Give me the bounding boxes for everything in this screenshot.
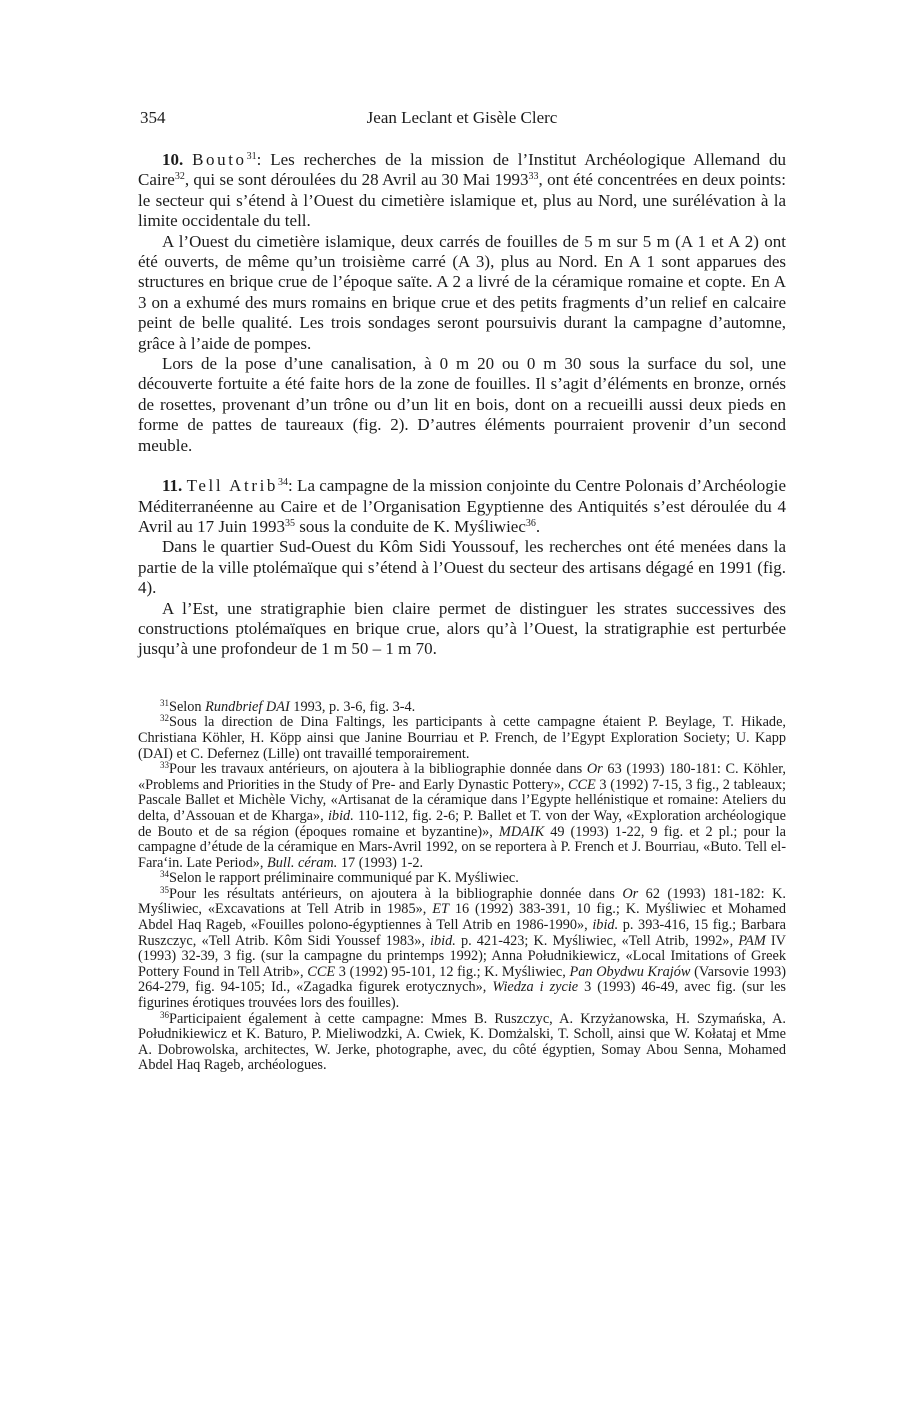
footnote-text-run: CCE xyxy=(307,963,336,980)
footnote-ref: 35 xyxy=(285,517,296,529)
footnote xyxy=(138,884,787,1012)
paragraph: Dans le quartier Sud-Ouest du Kôm Sidi Youssouf, les recherches ont été menées dans la partie de la ville ptolémaïque qui s’étend à l’Ouest du secteur des artisans dégagé en 1991 (fig. 4). xyxy=(138,537,786,598)
page-number: 354 xyxy=(140,108,166,127)
footnote-text-run: 62 (1993) 181-182: K. Myśliwiec, «Excavations at Tell Atrib in 1985», xyxy=(138,885,786,918)
text-run: : Les recherches de la mission de l’Institut Archéologique Allemand du Caire xyxy=(138,150,786,190)
footnote-text-run: Selon xyxy=(169,698,206,715)
footnote-text-run: p. 393-416, 15 fig.; Barbara Ruszczyc, «Tell Atrib. Kôm Sidi Youssef 1983», xyxy=(138,917,786,949)
footnote-number: 31 xyxy=(160,697,169,708)
footnote-text-run: 49 (1993) 1-22, 9 fig. et 2 pl.; pour la campagne d’étude de la céramique en Mars-Avril 1992, on se reportera à P. French et J. Bourriau, «Buto. Tell el-Fara‘in. Late Period», xyxy=(138,823,787,871)
paragraph: Lors de la pose d’une canalisation, à 0 m 20 ou 0 m 30 sous la surface du sol, une découverte fortuite a été faite hors de la zone de fouilles. Il s’agit d’éléments en bronze, ornés de rosettes, provenant d’un trône ou d’un lit en bois, dont on a recueilli aussi deux pieds en forme de pattes de taureaux (fig. 2). D’autres éléments pourraient provenir d’un second meuble. xyxy=(138,354,786,455)
footnote-text-run: Bull. céram. xyxy=(267,854,338,871)
footnote-text-run: MDAIK xyxy=(498,823,545,840)
footnote-text-run: Sous la direction de Dina Faltings, les participants à cette campagne étaient P. Beylage, T. Hikade, Christiana Köhler, H. Köpp ainsi que Janine Bourriau et P. French, de l’Egypt Exploration Society; U. Kapp (DAI) et C. Defernez (Lille) ont travaillé temporairement. xyxy=(138,714,786,762)
site-name: Bouto xyxy=(192,150,247,169)
footnote-text-run: IV (1993) 32-39, 3 fig. (sur la campagne du printemps 1992); Anna Południkiewicz, «Local Imitations of Greek Pottery Found in Tell Atrib», xyxy=(138,932,786,980)
footnote-text-run: Pour les résultats antérieurs, on ajoutera à la bibliographie donnée dans xyxy=(169,885,623,902)
footnote-text-run: Pan Obydwu Krajów xyxy=(569,963,691,980)
running-head: Jean Leclant et Gisèle Clerc xyxy=(366,108,558,127)
footnote-number: 33 xyxy=(160,760,169,771)
footnote-text-run: Wiedza i zycie xyxy=(492,979,579,996)
footnote-text-run: 17 (1993) 1-2. xyxy=(337,854,424,871)
text-run: . xyxy=(535,516,541,536)
footnote-ref: 33 xyxy=(528,171,539,183)
footnote-ref: 36 xyxy=(525,517,536,529)
page-header xyxy=(138,108,786,134)
footnote-text-run: 3 (1992) 7-15, 3 fig., 2 tableaux; Pascale Ballet et Michèle Vichy, «Artisanat de la céramique dans l’Egypte hellénistique et romaine: Ateliers du delta, d’Assouan et de Kharga», xyxy=(138,776,786,824)
footnote-text-run: 1993, p. 3-6, fig. 3-4. xyxy=(289,698,416,715)
section-number: 11. xyxy=(162,476,183,496)
footnote-text-run: PAM xyxy=(738,932,766,949)
footnote-ref: 32 xyxy=(174,171,185,183)
footnote-text-run: 16 (1992) 383-391, 10 fig.; K. Myśliwiec et Mohamed Abdel Haq Rageb, «Fouilles polono-égyptiennes à Tell Atrib en 1986-1990», xyxy=(138,901,787,934)
text-run: : La campagne de la mission conjointe du Centre Polonais d’Archéologie Méditerranéenne au Caire et de l’Organisation Egyptienne des Antiquités s’est déroulée du 4 Avril au 17 Juin 1993 xyxy=(138,476,787,536)
footnote-text-run: ibid. xyxy=(430,932,456,949)
footnote-text-run: Pour les travaux antérieurs, on ajoutera à la bibliographie donnée dans xyxy=(169,761,587,778)
text-run: , qui se sont déroulées du 28 Avril au 30 Mai 1993 xyxy=(184,170,529,190)
paragraph: A l’Ouest du cimetière islamique, deux carrés de fouilles de 5 m sur 5 m (A 1 et A 2) ont été ouverts, de même qu’un troisième carré (A 3), plus au Nord. En A 1 sont apparues des structures en brique crue de l’époque saïte. A 2 a livré de la céramique romaine et copte. En A 3 on a exhumé des murs romains en brique crue et des petits fragments d’un relief en calcaire peint de belle qualité. Les trois sondages seront poursuivis durant la campagne d’automne, grâce à l’aide de pompes. xyxy=(138,231,786,353)
paragraph: A l’Est, une stratigraphie bien claire permet de distinguer les strates successives des constructions ptolémaïques en brique crue, alors qu’à l’Ouest, la stratigraphie est perturbée jusqu’à une profondeur de 1 m 50 – 1 m 70. xyxy=(138,598,786,659)
section-bouto xyxy=(138,150,786,456)
footnote-text-run: CCE xyxy=(567,776,596,793)
footnote xyxy=(138,1009,786,1074)
footnote-text-run: ibid. xyxy=(592,917,619,934)
footnote-text-run: Selon le rapport préliminaire communiqué par K. Myśliwiec. xyxy=(169,870,519,887)
footnote-text-run: ibid. xyxy=(327,807,354,824)
footnote-text-run: 3 (1993) 46-49, avec fig. (sur les figurines érotiques trouvées lors des fouilles). xyxy=(138,979,786,1012)
footnote-text-run: Or xyxy=(586,761,603,778)
paragraph xyxy=(138,150,786,232)
footnote-ref: 31 xyxy=(246,151,257,162)
site-name: Tell Atrib xyxy=(186,476,279,496)
footnote-text-run: Or xyxy=(622,885,639,902)
footnote-text-run: 110-112, fig. 2-6; P. Ballet et T. von der Way, «Exploration archéologique de Bouto et de sa région (époques romaine et byzantine)», xyxy=(138,807,786,840)
footnote-ref: 34 xyxy=(278,477,289,489)
footnote-text-run: p. 421-423; K. Myśliwiec, «Tell Atrib, 1992», xyxy=(455,932,739,949)
footnote xyxy=(138,715,786,762)
text-run: , ont été concentrées en deux points: le secteur qui s’étend à l’Ouest du cimetière islamique et, plus au Nord, une surélévation à la limite occidentale du tell. xyxy=(138,170,786,231)
footnote xyxy=(138,697,786,716)
body-text xyxy=(138,150,786,660)
document-page xyxy=(138,108,786,1074)
footnote-text-run: Participaient également à cette campagne: Mmes B. Ruszczyc, A. Krzyżanowska, H. Szymańska, A. Południkiewicz et K. Baturo, P. Mieliwodzki, A. Cwiek, K. Domżalski, T. Scholl, ainsi que W. Kołataj et Mme A. Dobrowolska, architectes, W. Jerke, photographe, avec, du côté égyptien, Somay Abou Senna, Mohamed Abdel Haq Rageb, archéologues. xyxy=(138,1010,786,1074)
footnote-text-run: 3 (1992) 95-101, 12 fig.; K. Myśliwiec, xyxy=(335,963,570,980)
footnote xyxy=(138,871,786,887)
footnotes xyxy=(138,697,787,1074)
footnote-text-run: ET xyxy=(432,901,449,918)
footnote-number: 36 xyxy=(160,1009,169,1020)
section-number: 10. xyxy=(162,150,184,169)
footnote-number: 34 xyxy=(160,869,169,880)
footnote-text-run: 63 (1993) 180-181: C. Köhler, «Problems and Priorities in the Study of Pre- and Early Dynastic Pottery», xyxy=(138,761,786,793)
footnote-text-run: (Varsovie 1993) 264-279, fig. 94-105; Id., «Zagadka figurek erotycznych», xyxy=(138,963,786,996)
footnote-number: 35 xyxy=(160,884,169,895)
section-tell-atrib xyxy=(138,476,786,660)
text-run: sous la conduite de K. Myśliwiec xyxy=(295,516,526,536)
footnote-number: 32 xyxy=(160,713,169,724)
footnote xyxy=(138,762,786,871)
paragraph xyxy=(138,476,786,537)
footnote-text-run: Rundbrief DAI xyxy=(205,698,290,715)
